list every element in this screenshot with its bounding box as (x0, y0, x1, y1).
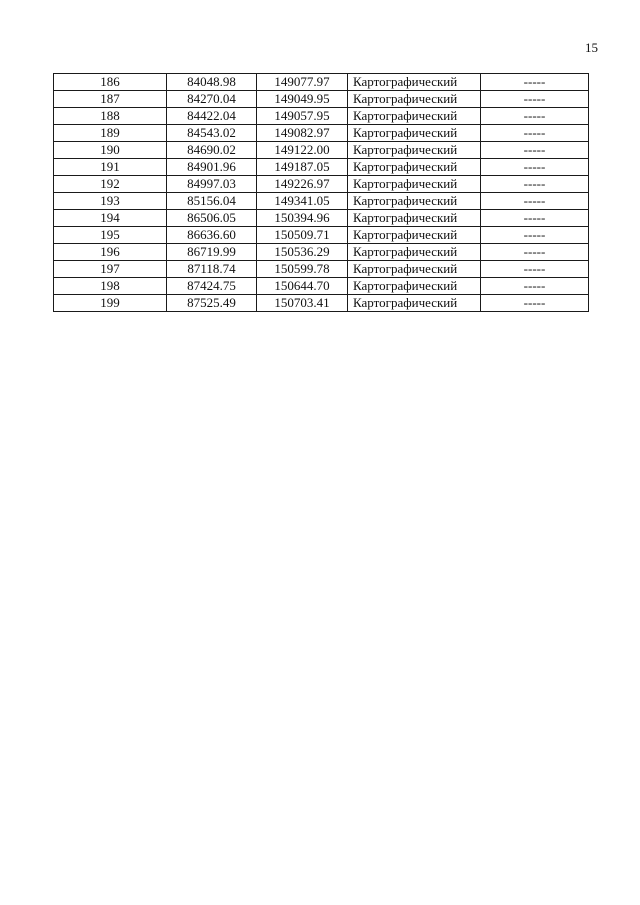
x-coordinate-cell: 84422.04 (167, 108, 257, 125)
table-row (54, 278, 589, 295)
method-cell: Картографический (348, 227, 481, 244)
y-coordinate-cell: 149077.97 (257, 74, 348, 91)
table-row (54, 210, 589, 227)
accuracy-cell: ----- (481, 261, 589, 278)
point-number-cell: 189 (54, 125, 167, 142)
accuracy-cell: ----- (481, 295, 589, 312)
accuracy-cell: ----- (481, 278, 589, 295)
x-coordinate-cell: 85156.04 (167, 193, 257, 210)
accuracy-cell: ----- (481, 210, 589, 227)
accuracy-cell: ----- (481, 142, 589, 159)
y-coordinate-cell: 149082.97 (257, 125, 348, 142)
accuracy-cell: ----- (481, 159, 589, 176)
table-row (54, 176, 589, 193)
x-coordinate-cell: 86506.05 (167, 210, 257, 227)
y-coordinate-cell: 149057.95 (257, 108, 348, 125)
x-coordinate-cell: 86636.60 (167, 227, 257, 244)
method-cell: Картографический (348, 159, 481, 176)
method-cell: Картографический (348, 210, 481, 227)
table-row (54, 227, 589, 244)
point-number-cell: 193 (54, 193, 167, 210)
method-cell: Картографический (348, 261, 481, 278)
method-cell: Картографический (348, 108, 481, 125)
x-coordinate-cell: 84270.04 (167, 91, 257, 108)
accuracy-cell: ----- (481, 125, 589, 142)
y-coordinate-cell: 150394.96 (257, 210, 348, 227)
y-coordinate-cell: 150644.70 (257, 278, 348, 295)
method-cell: Картографический (348, 176, 481, 193)
point-number-cell: 192 (54, 176, 167, 193)
x-coordinate-cell: 84690.02 (167, 142, 257, 159)
table-row (54, 125, 589, 142)
table-row (54, 295, 589, 312)
table-row (54, 74, 589, 91)
accuracy-cell: ----- (481, 193, 589, 210)
method-cell: Картографический (348, 193, 481, 210)
point-number-cell: 196 (54, 244, 167, 261)
y-coordinate-cell: 150509.71 (257, 227, 348, 244)
coordinates-table (53, 73, 589, 312)
point-number-cell: 191 (54, 159, 167, 176)
accuracy-cell: ----- (481, 244, 589, 261)
y-coordinate-cell: 149122.00 (257, 142, 348, 159)
accuracy-cell: ----- (481, 227, 589, 244)
accuracy-cell: ----- (481, 91, 589, 108)
point-number-cell: 197 (54, 261, 167, 278)
x-coordinate-cell: 84901.96 (167, 159, 257, 176)
table-row (54, 244, 589, 261)
table-row (54, 261, 589, 278)
method-cell: Картографический (348, 91, 481, 108)
table-row (54, 142, 589, 159)
point-number-cell: 186 (54, 74, 167, 91)
table-row (54, 91, 589, 108)
y-coordinate-cell: 150536.29 (257, 244, 348, 261)
y-coordinate-cell: 149341.05 (257, 193, 348, 210)
x-coordinate-cell: 87424.75 (167, 278, 257, 295)
y-coordinate-cell: 149187.05 (257, 159, 348, 176)
method-cell: Картографический (348, 74, 481, 91)
page-number: 15 (585, 40, 598, 55)
x-coordinate-cell: 87525.49 (167, 295, 257, 312)
x-coordinate-cell: 87118.74 (167, 261, 257, 278)
y-coordinate-cell: 149226.97 (257, 176, 348, 193)
x-coordinate-cell: 84997.03 (167, 176, 257, 193)
coordinates-table-body (54, 74, 589, 312)
point-number-cell: 194 (54, 210, 167, 227)
method-cell: Картографический (348, 125, 481, 142)
point-number-cell: 195 (54, 227, 167, 244)
method-cell: Картографический (348, 278, 481, 295)
point-number-cell: 188 (54, 108, 167, 125)
point-number-cell: 190 (54, 142, 167, 159)
y-coordinate-cell: 150703.41 (257, 295, 348, 312)
x-coordinate-cell: 84543.02 (167, 125, 257, 142)
point-number-cell: 198 (54, 278, 167, 295)
point-number-cell: 199 (54, 295, 167, 312)
table-row (54, 193, 589, 210)
x-coordinate-cell: 84048.98 (167, 74, 257, 91)
method-cell: Картографический (348, 295, 481, 312)
x-coordinate-cell: 86719.99 (167, 244, 257, 261)
method-cell: Картографический (348, 244, 481, 261)
y-coordinate-cell: 150599.78 (257, 261, 348, 278)
point-number-cell: 187 (54, 91, 167, 108)
table-row (54, 159, 589, 176)
accuracy-cell: ----- (481, 108, 589, 125)
method-cell: Картографический (348, 142, 481, 159)
accuracy-cell: ----- (481, 74, 589, 91)
table-row (54, 108, 589, 125)
accuracy-cell: ----- (481, 176, 589, 193)
y-coordinate-cell: 149049.95 (257, 91, 348, 108)
